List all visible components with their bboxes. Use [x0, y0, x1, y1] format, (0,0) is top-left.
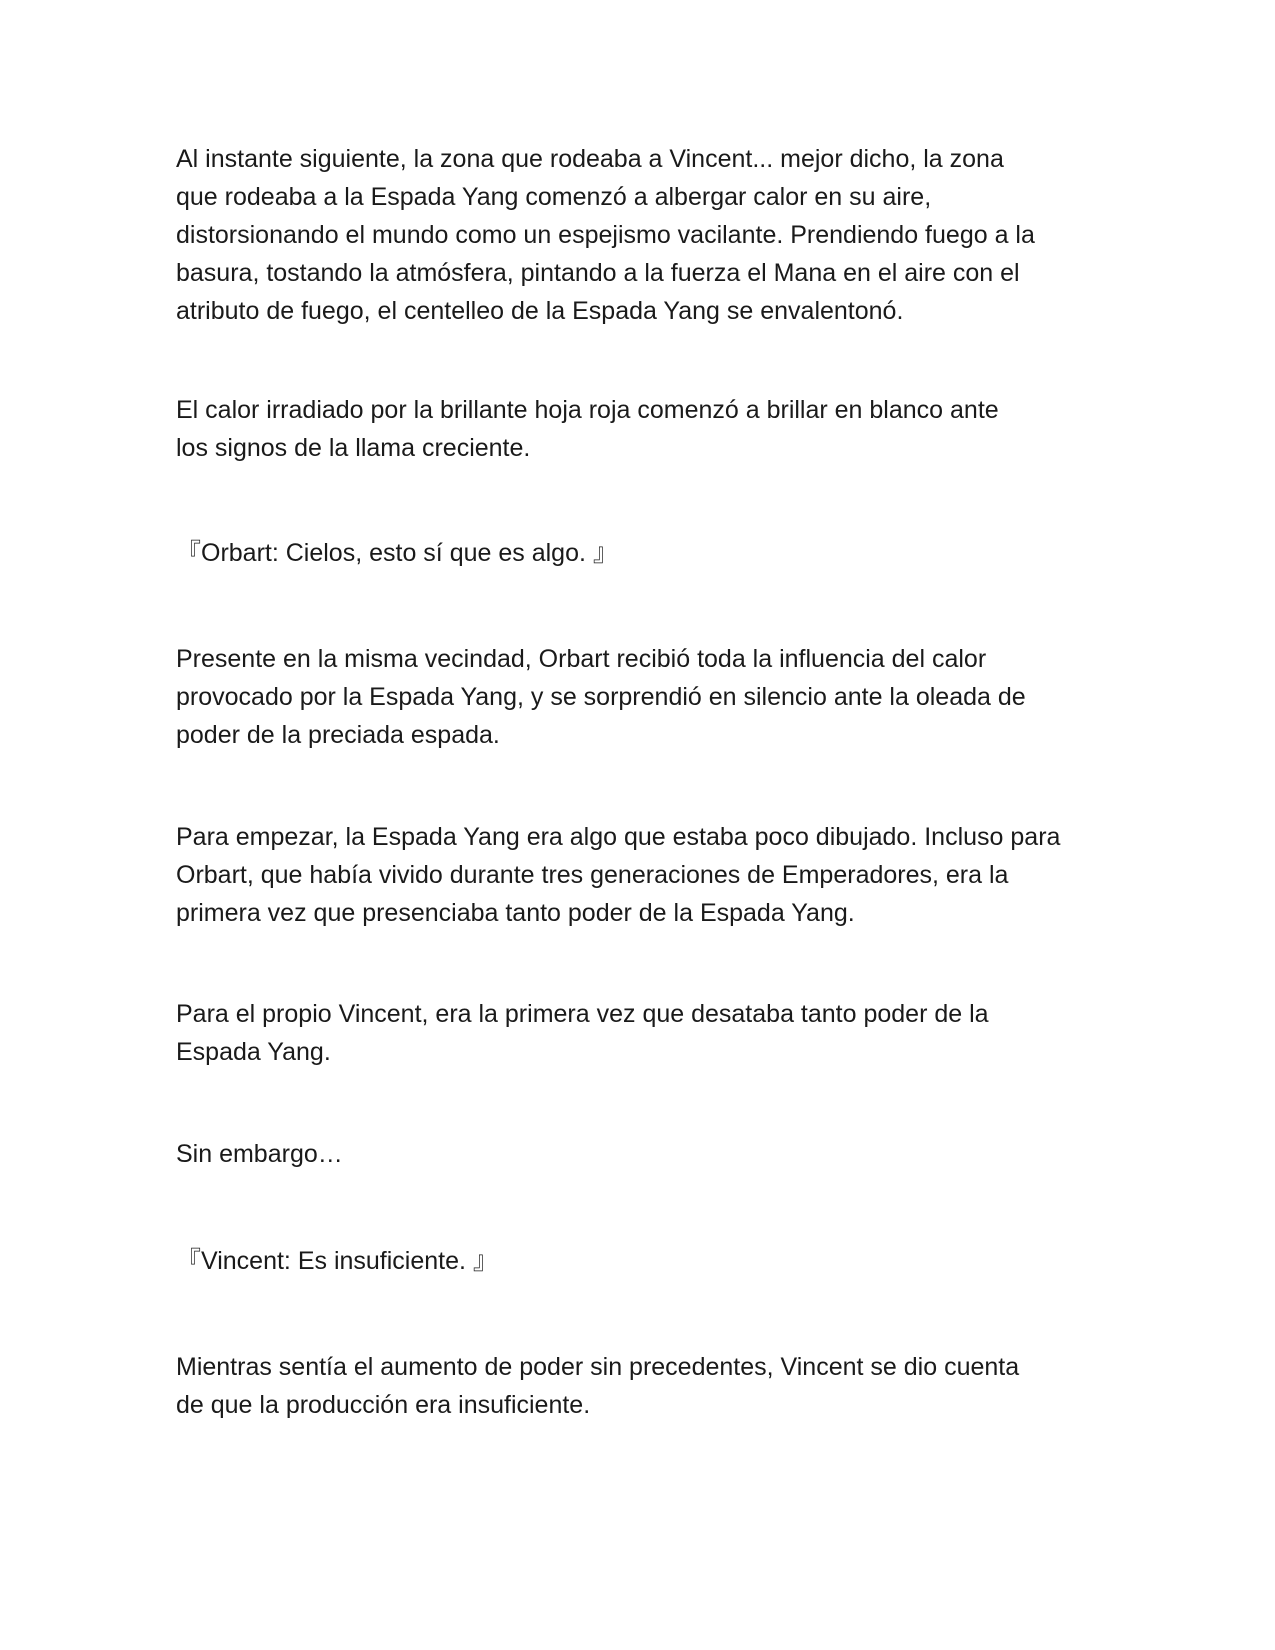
- text-line: El calor irradiado por la brillante hoja roja comenzó a brillar en blanco ante: [176, 396, 999, 424]
- text-line: basura, tostando la atmósfera, pintando a la fuerza el Mana en el aire con el: [176, 259, 1020, 287]
- paragraph-3: [176, 640, 1106, 754]
- paragraph-6: [176, 1135, 1106, 1173]
- text-line: 『Orbart: Cielos, esto sí que es algo. 』: [176, 539, 618, 567]
- text-line: los signos de la llama creciente.: [176, 434, 531, 462]
- text-line: Al instante siguiente, la zona que rodeaba a Vincent... mejor dicho, la zona: [176, 145, 1004, 173]
- text-line: atributo de fuego, el centelleo de la Espada Yang se envalentonó.: [176, 297, 904, 325]
- dialogue-orbart: [176, 534, 1106, 572]
- text-line: provocado por la Espada Yang, y se sorprendió en silencio ante la oleada de: [176, 683, 1026, 711]
- text-line: Espada Yang.: [176, 1038, 331, 1066]
- paragraph-7: [176, 1348, 1106, 1424]
- paragraph-5: [176, 995, 1106, 1071]
- text-line: Presente en la misma vecindad, Orbart recibió toda la influencia del calor: [176, 645, 987, 673]
- paragraph-4: [176, 818, 1106, 932]
- dialogue-vincent: [176, 1242, 1106, 1280]
- text-line: Sin embargo…: [176, 1140, 343, 1168]
- text-line: Para el propio Vincent, era la primera vez que desataba tanto poder de la: [176, 1000, 989, 1028]
- text-line: Mientras sentía el aumento de poder sin precedentes, Vincent se dio cuenta: [176, 1353, 1020, 1381]
- text-line: poder de la preciada espada.: [176, 721, 500, 749]
- text-line: distorsionando el mundo como un espejismo vacilante. Prendiendo fuego a la: [176, 221, 1035, 249]
- text-line: de que la producción era insuficiente.: [176, 1391, 591, 1419]
- text-line: Para empezar, la Espada Yang era algo que estaba poco dibujado. Incluso para: [176, 823, 1061, 851]
- text-line: primera vez que presenciaba tanto poder de la Espada Yang.: [176, 899, 855, 927]
- text-line: Orbart, que había vivido durante tres generaciones de Emperadores, era la: [176, 861, 1009, 889]
- text-line: 『Vincent: Es insuficiente. 』: [176, 1247, 498, 1275]
- paragraph-1: [176, 140, 1106, 330]
- text-line: que rodeaba a la Espada Yang comenzó a albergar calor en su aire,: [176, 183, 932, 211]
- paragraph-2: [176, 391, 1106, 467]
